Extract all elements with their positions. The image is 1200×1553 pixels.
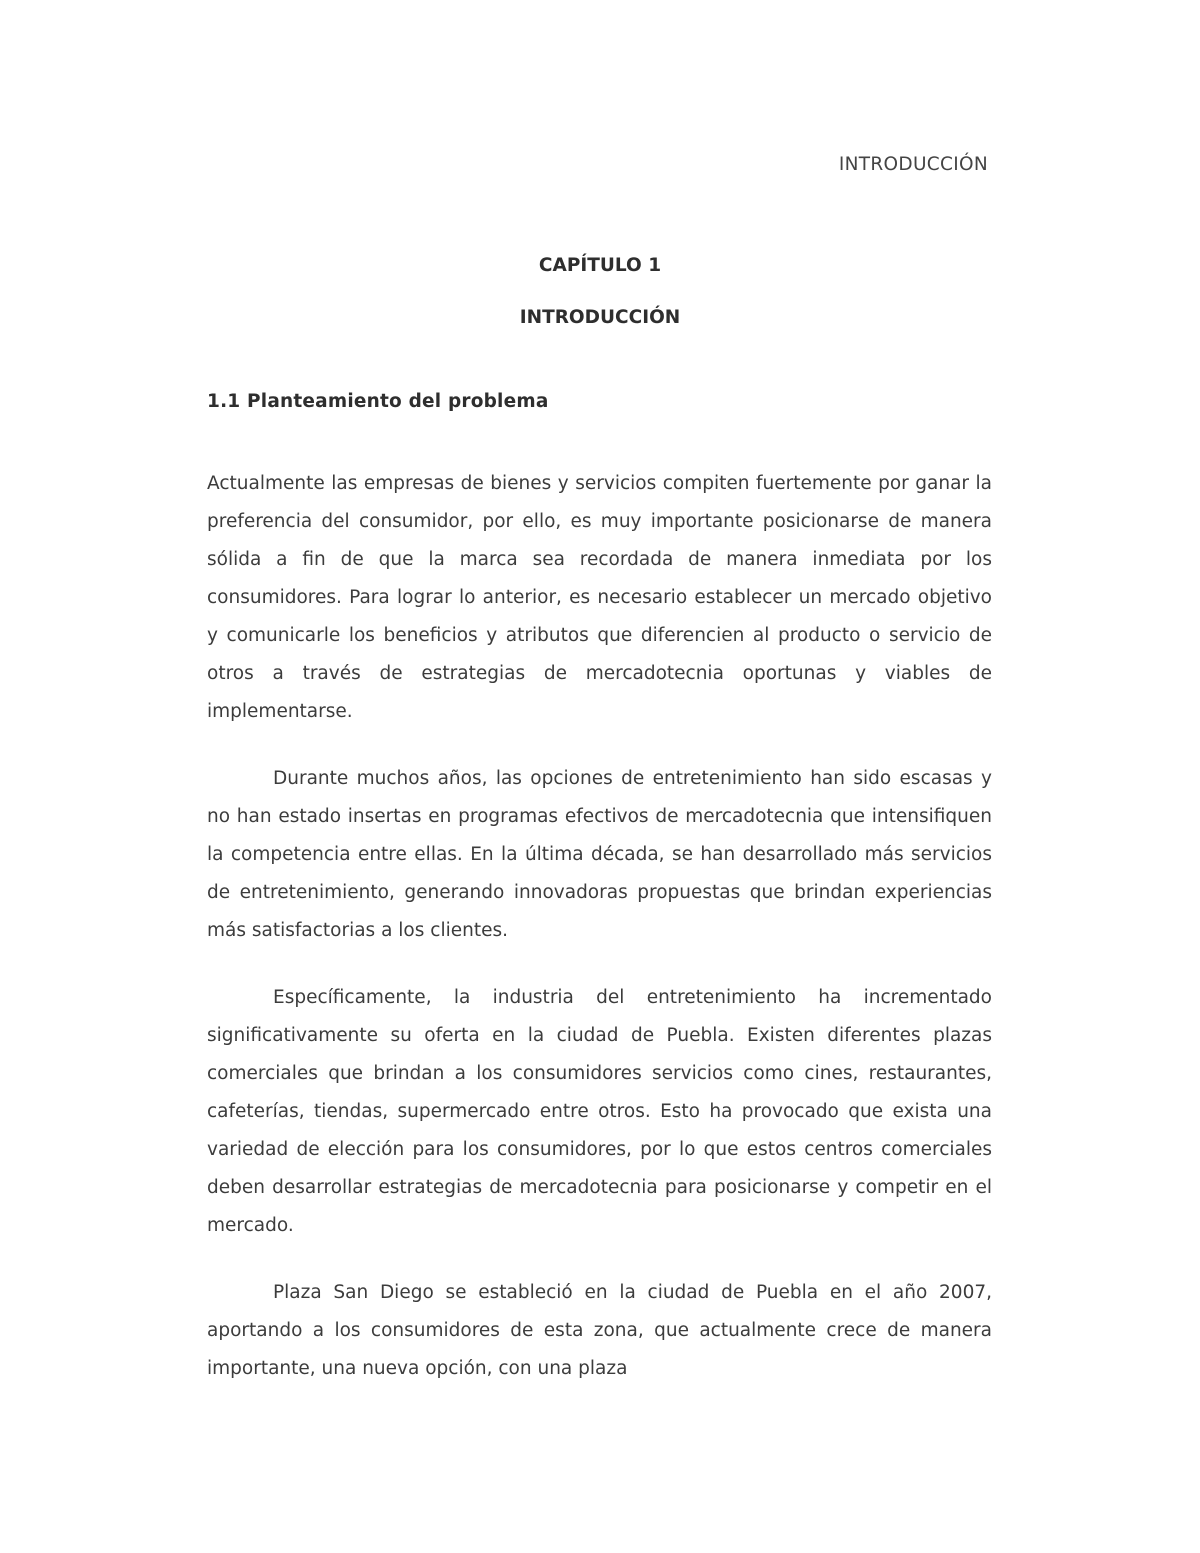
paragraph-3: Específicamente, la industria del entretenimiento ha incrementado significativamente su oferta en la ciudad de Puebla. Existen diferentes plazas comerciales que brindan a los consumidores servicios como cines, restaurantes, cafeterías, tiendas, supermercado entre otros. Esto ha provocado que exista una variedad de elección para los consumidores, por lo que estos centros comerciales deben desarrollar estrategias de mercadotecnia para posicionarse y competir en el mercado. (207, 987, 992, 1236)
paragraph-2: Durante muchos años, las opciones de entretenimiento han sido escasas y no han estado insertas en programas efectivos de mercadotecnia que intensifiquen la competencia entre ellas. En la última década, se han desarrollado más servicios de entretenimiento, generando innovadoras propuestas que brindan experiencias más satisfactorias a los clientes. (207, 768, 992, 941)
paragraph-4: Plaza San Diego se estableció en la ciudad de Puebla en el año 2007, aportando a los consumidores de esta zona, que actualmente crece de manera importante, una nueva opción, con una plaza (207, 1282, 992, 1379)
section-heading: 1.1 Planteamiento del problema (207, 391, 549, 412)
body-text (207, 465, 992, 1417)
chapter-title: INTRODUCCIÓN (519, 307, 681, 328)
chapter-number: CAPÍTULO 1 (538, 255, 662, 276)
paragraph-1: Actualmente las empresas de bienes y servicios compiten fuertemente por ganar la preferencia del consumidor, por ello, es muy importante posicionarse de manera sólida a fin de que la marca sea recordada de manera inmediata por los consumidores. Para lograr lo anterior, es necesario establecer un mercado objetivo y comunicarle los beneficios y atributos que diferencien al producto o servicio de otros a través de estrategias de mercadotecnia oportunas y viables de implementarse. (207, 473, 992, 722)
running-header: INTRODUCCIÓN (838, 154, 988, 175)
